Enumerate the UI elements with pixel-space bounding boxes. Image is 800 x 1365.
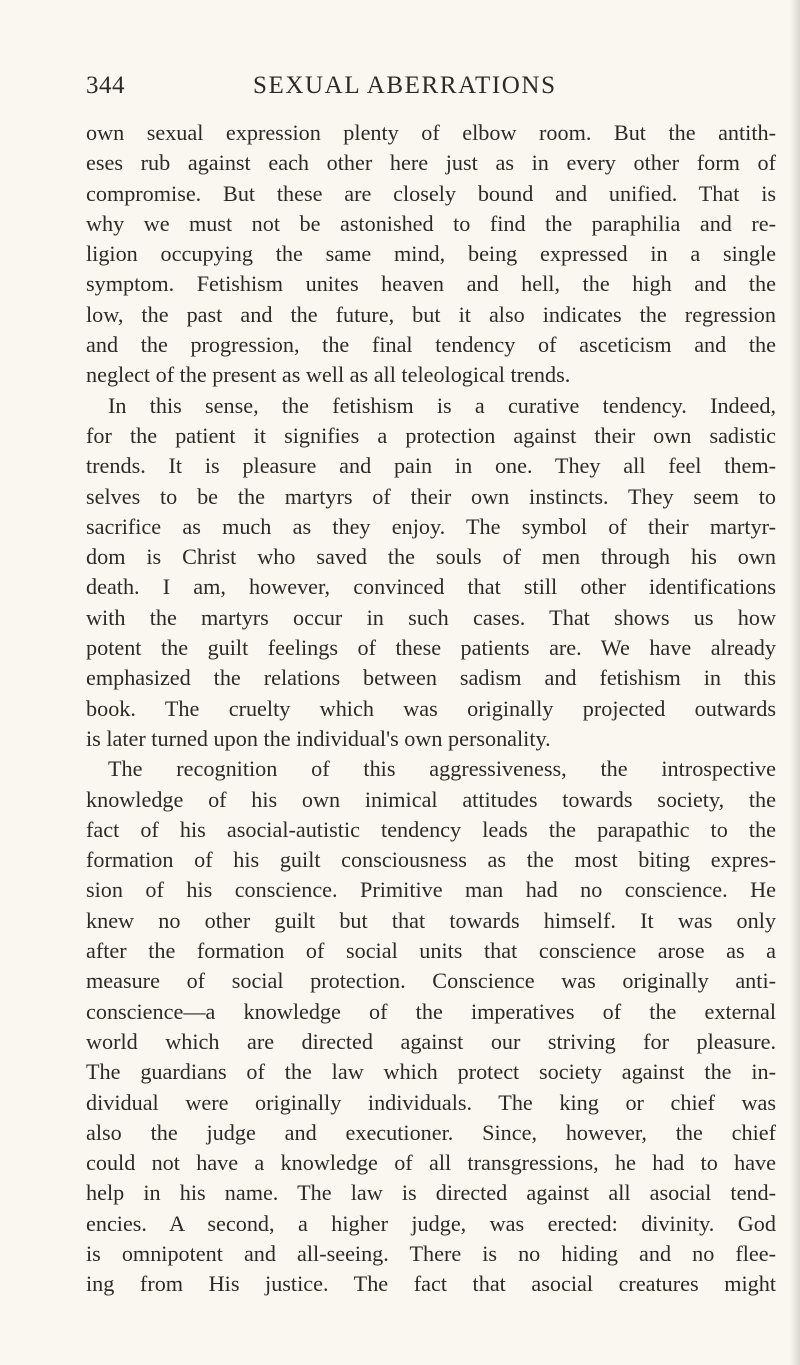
page-header (86, 72, 786, 112)
text-line: selves to be the martyrs of their own instincts. They seem to (86, 483, 776, 509)
page-number: 344 (86, 72, 125, 99)
text-line: trends. It is pleasure and pain in one. They all feel them- (86, 453, 776, 479)
text-line: dividual were originally individuals. The king or chief was (86, 1089, 776, 1115)
text-line: formation of his guilt consciousness as the most biting expres- (86, 847, 776, 873)
text-line: knew no other guilt but that towards himself. It was only (86, 907, 776, 933)
running-head: SEXUAL ABERRATIONS (253, 72, 557, 99)
page-edge-shadow (790, 0, 800, 1365)
text-line: compromise. But these are closely bound and unified. That is (86, 180, 776, 206)
text-line: sacrifice as much as they enjoy. The symbol of their martyr- (86, 513, 776, 539)
text-line: eses rub against each other here just as in every other form of (86, 150, 776, 176)
text-line: could not have a knowledge of all transgressions, he had to have (86, 1150, 776, 1176)
text-line: emphasized the relations between sadism and fetishism in this (86, 665, 776, 691)
text-line: with the martyrs occur in such cases. That shows us how (86, 604, 776, 630)
text-line: death. I am, however, convinced that still other identifications (86, 574, 776, 600)
body-text (86, 118, 776, 1300)
text-line: book. The cruelty which was originally projected outwards (86, 695, 776, 721)
text-line: encies. A second, a higher judge, was erected: divinity. God (86, 1210, 776, 1236)
text-line: ligion occupying the same mind, being expressed in a single (86, 241, 776, 267)
text-line: is omnipotent and all-seeing. There is no hiding and no flee- (86, 1240, 776, 1266)
text-line: dom is Christ who saved the souls of men through his own (86, 544, 776, 570)
text-line: help in his name. The law is directed against all asocial tend- (86, 1180, 776, 1206)
text-line: symptom. Fetishism unites heaven and hell, the high and the (86, 271, 776, 297)
text-line: own sexual expression plenty of elbow room. But the antith- (86, 120, 776, 145)
text-line: sion of his conscience. Primitive man had no conscience. He (86, 877, 776, 903)
paragraph-first-line: The recognition of this aggressiveness, the introspective (108, 756, 776, 782)
text-line: knowledge of his own inimical attitudes towards society, the (86, 786, 776, 812)
text-line: world which are directed against our striving for pleasure. (86, 1028, 776, 1054)
text-line: measure of social protection. Conscience was originally anti- (86, 968, 776, 994)
text-line: ing from His justice. The fact that asocial creatures might (86, 1271, 776, 1297)
text-line: after the formation of social units that conscience arose as a (86, 938, 776, 964)
paragraph-last-line: is later turned upon the individual's own personality. (86, 725, 551, 751)
paragraph-last-line: neglect of the present as well as all teleological trends. (86, 362, 571, 388)
text-line: also the judge and executioner. Since, however, the chief (86, 1119, 776, 1145)
text-line: The guardians of the law which protect society against the in- (86, 1059, 776, 1085)
text-line: fact of his asocial-autistic tendency leads the parapathic to the (86, 816, 776, 842)
text-line: low, the past and the future, but it also indicates the regression (86, 301, 776, 327)
text-line: conscience—a knowledge of the imperatives of the external (86, 998, 776, 1024)
text-line: why we must not be astonished to find the paraphilia and re- (86, 210, 776, 236)
text-line: potent the guilt feelings of these patients are. We have already (86, 635, 776, 661)
paragraph-first-line: In this sense, the fetishism is a curative tendency. Indeed, (108, 392, 776, 418)
text-line: and the progression, the final tendency of asceticism and the (86, 332, 776, 358)
text-line: for the patient it signifies a protection against their own sadistic (86, 422, 776, 448)
